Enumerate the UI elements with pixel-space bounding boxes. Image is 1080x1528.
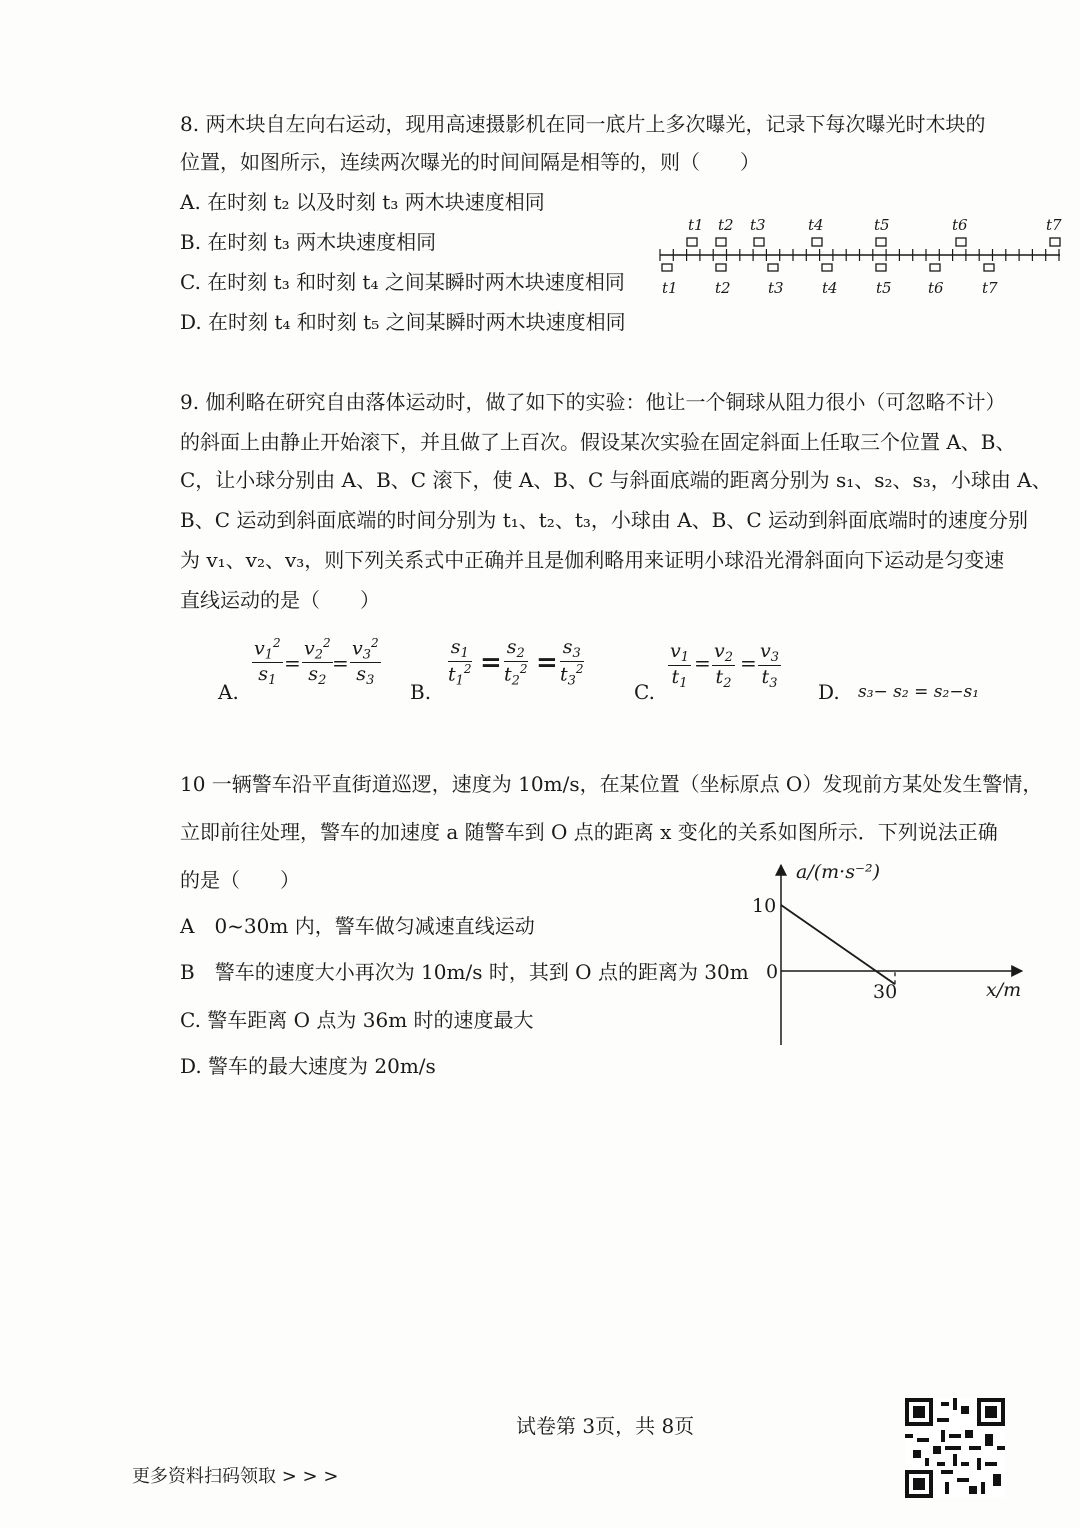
q9-line4: B、C 运动到斜面底端的时间分别为 t₁、t₂、t₃，小球由 A、B、C 运动到斜面底端时的速度分别 — [180, 508, 1029, 532]
q9-a-eq2: = — [332, 651, 349, 675]
bottom-label-7: t7 — [982, 279, 998, 297]
q10-option-a: A 0~30m 内，警车做匀减速直线运动 — [180, 914, 535, 938]
top-label-5: t5 — [874, 216, 890, 234]
q9-option-b-label: B. — [410, 680, 432, 704]
top-block-3 — [754, 238, 764, 246]
q9-c-eq2: = — [740, 651, 757, 675]
q10-line3: 的是（ ） — [180, 868, 300, 892]
y-tick-0: 0 — [766, 961, 779, 983]
bottom-block-7 — [984, 264, 994, 271]
x-axis-label: x/m — [986, 979, 1022, 1001]
q9-b-frac1: $\frac{s_1}{t_1^2}$ — [448, 636, 472, 689]
q8-option-d: D. 在时刻 t₄ 和时刻 t₅ 之间某瞬时两木块速度相同 — [180, 310, 626, 334]
q8-option-c: C. 在时刻 t₃ 和时刻 t₄ 之间某瞬时两木块速度相同 — [180, 270, 625, 294]
top-block-7 — [1050, 238, 1060, 246]
q9-line5: 为 v₁、v₂、v₃，则下列关系式中正确并且是伽利略用来证明小球沿光滑斜面向下运动是匀变速 — [180, 548, 1005, 572]
top-block-2 — [716, 238, 726, 246]
qr-code-icon — [905, 1398, 1005, 1498]
top-label-6: t6 — [952, 216, 968, 234]
q9-a-eq1: = — [284, 651, 301, 675]
q8-stem-line2: 位置，如图所示，连续两次曝光的时间间隔是相等的，则（ ） — [180, 150, 760, 174]
bottom-label-6: t6 — [928, 279, 944, 297]
a-x-line — [781, 905, 895, 984]
bottom-label-2: t2 — [715, 279, 731, 297]
q10-line1: 10 一辆警车沿平直街道巡逻，速度为 10m/s，在某位置（坐标原点 O）发现前方某处发生警情， — [180, 772, 1043, 796]
top-label-7: t7 — [1046, 216, 1062, 234]
q9-line2: 的斜面上由静止开始滚下，并且做了上百次。假设某次实验在固定斜面上任取三个位置 A、B、 — [180, 430, 1016, 454]
top-block-6 — [956, 238, 966, 246]
q9-b-eq1: = — [480, 648, 502, 678]
q9-a-frac3: $\frac{v_3^2}{s_3}$ — [352, 636, 379, 689]
q9-a-frac2: $\frac{v_2^2}{s_2}$ — [304, 636, 331, 689]
q9-b-frac3: $\frac{s_3}{t_3^2}$ — [560, 636, 584, 689]
q9-line6: 直线运动的是（ ） — [180, 588, 380, 612]
bottom-label-4: t4 — [822, 279, 838, 297]
more-materials-text: 更多资料扫码领取 > > > — [132, 1466, 339, 1487]
top-block-4 — [812, 238, 822, 246]
q10-option-d: D. 警车的最大速度为 20m/s — [180, 1054, 436, 1078]
bottom-block-4 — [822, 264, 832, 271]
x-tick-30: 30 — [873, 981, 898, 1003]
top-block-1 — [687, 238, 697, 246]
q10-option-c: C. 警车距离 O 点为 36m 时的速度最大 — [180, 1008, 534, 1032]
top-label-4: t4 — [808, 216, 824, 234]
q9-line3: C，让小球分别由 A、B、C 滚下，使 A、B、C 与斜面底端的距离分别为 s₁、s₂、s₃，小球由 A、 — [180, 468, 1052, 492]
q9-option-d-expr: s₃− s₂ = s₂−s₁ — [858, 682, 980, 702]
bottom-block-6 — [930, 264, 940, 271]
q9-option-d-label: D. — [818, 680, 840, 704]
q9-c-frac1: $\frac{v_1}{t_1}$ — [670, 640, 690, 691]
q9-b-frac2: $\frac{s_2}{t_2^2}$ — [504, 636, 528, 689]
q9-b-eq2: = — [536, 648, 558, 678]
q9-c-eq1: = — [694, 651, 711, 675]
bottom-block-2 — [716, 264, 726, 271]
q8-exposure-diagram — [650, 210, 1070, 310]
q10-option-b: B 警车的速度大小再次为 10m/s 时，其到 O 点的距离为 30m — [180, 960, 749, 984]
q9-line1: 9. 伽利略在研究自由落体运动时，做了如下的实验：他让一个铜球从阻力很小（可忽略不计） — [180, 390, 1006, 414]
bottom-label-3: t3 — [768, 279, 784, 297]
q9-option-a-label: A. — [218, 680, 239, 704]
page-number: 试卷第 3页，共 8页 — [516, 1414, 695, 1438]
q9-a-frac1: $\frac{v_1^2}{s_1}$ — [254, 636, 281, 689]
q10-a-x-graph — [740, 850, 1040, 1050]
top-label-3: t3 — [750, 216, 766, 234]
q9-c-frac2: $\frac{v_2}{t_2}$ — [714, 640, 734, 691]
y-axis-label: a/(m·s⁻²) — [796, 861, 881, 883]
top-label-2: t2 — [718, 216, 734, 234]
bottom-label-1: t1 — [662, 279, 678, 297]
q10-line2: 立即前往处理，警车的加速度 a 随警车到 O 点的距离 x 变化的关系如图所示．下列说法正确 — [180, 820, 998, 844]
q9-option-c-label: C. — [634, 680, 655, 704]
bottom-label-5: t5 — [876, 279, 892, 297]
bottom-block-1 — [662, 264, 672, 271]
bottom-block-5 — [876, 264, 886, 271]
q9-c-frac3: $\frac{v_3}{t_3}$ — [760, 640, 780, 691]
q8-option-a: A. 在时刻 t₂ 以及时刻 t₃ 两木块速度相同 — [180, 190, 545, 214]
q8-stem-line1: 8. 两木块自左向右运动，现用高速摄影机在同一底片上多次曝光，记录下每次曝光时木块的 — [180, 112, 986, 136]
top-label-1: t1 — [688, 216, 704, 234]
y-tick-10: 10 — [752, 895, 777, 917]
bottom-block-3 — [768, 264, 778, 271]
q8-option-b: B. 在时刻 t₃ 两木块速度相同 — [180, 230, 437, 254]
top-block-5 — [876, 238, 886, 246]
